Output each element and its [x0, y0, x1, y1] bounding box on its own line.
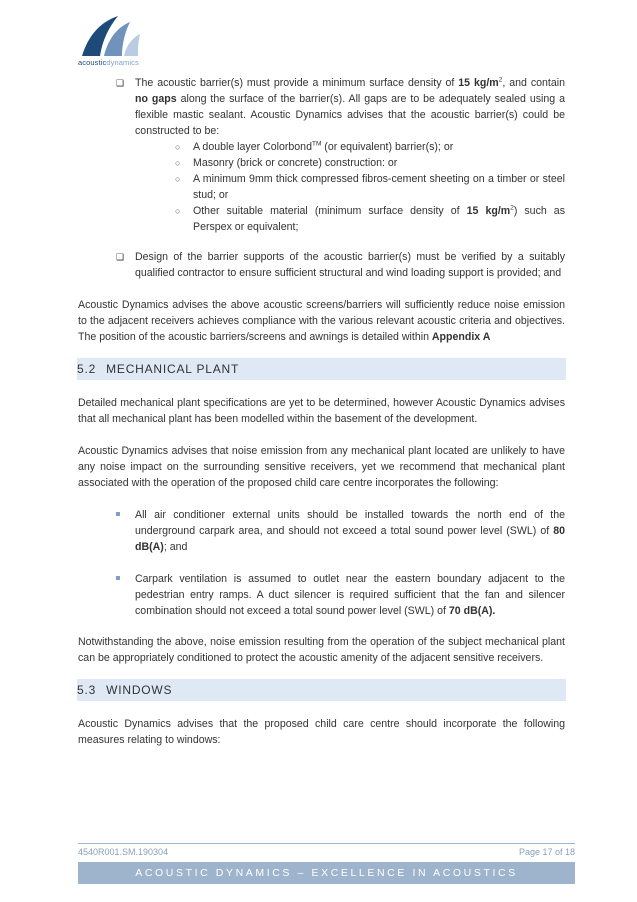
- sub-item-fibro-cement: ○ A minimum 9mm thick compressed fibros-cement sheeting on a timber or steel stud; or: [175, 173, 565, 201]
- square-bullet-icon: [116, 512, 120, 516]
- wave-logo-icon: [78, 14, 148, 58]
- logo-wordmark: acousticdynamics: [78, 58, 139, 67]
- paragraph-notwithstanding: Notwithstanding the above, noise emission resulting from the operation of the subject mechanical plant can be appropriately conditioned to protect the acoustic amenity of the adjacent sensitive receivers.: [78, 636, 565, 664]
- footer-banner: ACOUSTIC DYNAMICS – EXCELLENCE IN ACOUSTICS: [78, 862, 575, 884]
- paragraph-screens-compliance: Acoustic Dynamics advises the above acoustic screens/barriers will sufficiently reduce noise emission to the adjacent receivers achieves compliance with the various relevant acoustic criteria and objectives. The position of the acoustic barriers/screens and awnings is detailed within Appendix A: [78, 299, 565, 343]
- checkbox-bullet-icon: ❑: [116, 252, 125, 262]
- sub-item-masonry: ○ Masonry (brick or concrete) construction: or: [175, 157, 398, 169]
- dot-item-carpark-ventilation: Carpark ventilation is assumed to outlet near the eastern boundary adjacent to the pedestrian entry ramps. A duct silencer is required sufficient that the fan and silencer combination should not exceed a total sound power level (SWL) of 70 dB(A).: [78, 571, 565, 619]
- square-bullet-icon: [116, 576, 120, 580]
- barrier-supports-bullet: ❑ Design of the barrier supports of the acoustic barrier(s) must be verified by a suitably qualified contractor to ensure sufficient structural and wind loading support is provided; and: [116, 251, 565, 279]
- company-logo: [78, 14, 148, 70]
- footer-divider: [78, 843, 575, 844]
- circle-bullet-icon: ○: [175, 174, 181, 184]
- paragraph-plant-specs: Detailed mechanical plant specifications are yet to be determined, however Acoustic Dynamics advises that all mechanical plant has been modelled within the basement of the development.: [78, 397, 565, 425]
- section-heading-mechanical-plant: 5.2 MECHANICAL PLANT: [77, 358, 566, 380]
- paragraph-windows: Acoustic Dynamics advises that the proposed child care centre should incorporate the following measures relating to windows:: [78, 718, 565, 746]
- section-heading-windows: 5.3 WINDOWS: [77, 679, 566, 701]
- barrier-density-bullet: ❑ The acoustic barrier(s) must provide a minimum surface density of 15 $kg/m^2$, and contain no gaps along the surface of the barrier(s). All gaps are to be adequately sealed using a flexible mastic sealant. Acoustic Dynamics advises that the acoustic barrier(s) could be constructed to be:: [116, 76, 566, 137]
- sub-item-other-material: ○ Other suitable material (minimum surface density of 15 $kg/m^2$) such as Perspex or equivalent;: [175, 204, 565, 233]
- circle-bullet-icon: ○: [175, 158, 181, 168]
- circle-bullet-icon: ○: [175, 142, 181, 152]
- report-reference: 4540R001.SM.190304: [78, 847, 169, 857]
- checkbox-bullet-icon: ❑: [116, 78, 125, 88]
- paragraph-plant-recommendation: Acoustic Dynamics advises that noise emission from any mechanical plant located are unlikely to have any noise impact on the surrounding sensitive receivers, yet we recommend that mechanical plant associated with the operation of the proposed child care centre incorporates the following:: [78, 445, 565, 489]
- circle-bullet-icon: ○: [175, 206, 181, 216]
- page-body: [78, 75, 565, 748]
- page-number: Page 17 of 18: [518, 847, 575, 857]
- sub-item-colorbond: ○ A double layer Colorbond™ (or equivalent) barrier(s); or: [175, 140, 454, 153]
- dot-item-air-conditioner: All air conditioner external units should be installed towards the north end of the underground carpark area, and should not exceed a total sound power level (SWL) of 80 dB(A); and: [78, 507, 565, 555]
